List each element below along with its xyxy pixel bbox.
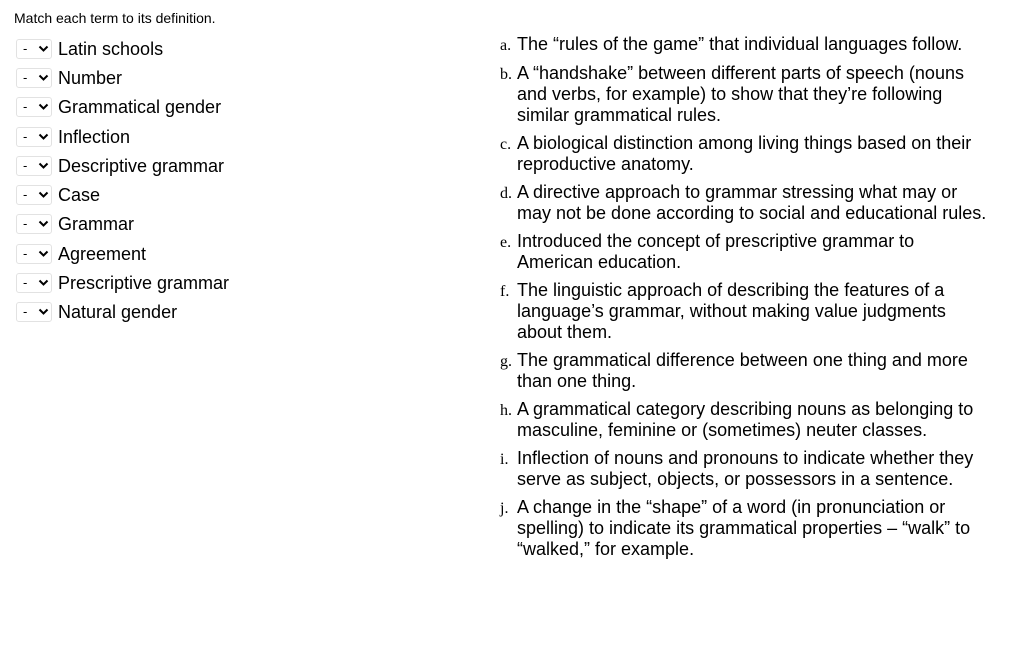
definition-text: The grammatical difference between one thing and more than one thing.	[517, 350, 968, 391]
select-value: -	[23, 216, 28, 232]
definition-letter: c.	[500, 136, 512, 153]
definition-letter: i.	[500, 451, 509, 468]
select-value: -	[23, 275, 28, 291]
chevron-down-icon	[38, 250, 49, 258]
answer-select[interactable]	[16, 302, 52, 322]
term-label: Latin schools	[58, 38, 164, 59]
select-value: -	[23, 187, 28, 203]
definition-list	[500, 34, 990, 567]
term-list	[16, 34, 456, 327]
term-label: Prescriptive grammar	[58, 273, 230, 294]
select-value: -	[23, 157, 28, 173]
chevron-down-icon	[38, 162, 49, 170]
definition-item	[500, 63, 990, 126]
term-row	[16, 151, 456, 180]
term-row	[16, 268, 456, 297]
term-label: Natural gender	[58, 302, 178, 323]
chevron-down-icon	[38, 133, 49, 141]
definition-item	[500, 34, 990, 56]
definition-letter: a.	[500, 37, 512, 54]
term-row	[16, 93, 456, 122]
definition-letter: j.	[500, 500, 509, 517]
term-label: Case	[58, 185, 101, 206]
definition-letter: h.	[500, 402, 512, 419]
chevron-down-icon	[38, 74, 49, 82]
select-value: -	[23, 128, 28, 144]
term-row	[16, 180, 456, 209]
definition-letter: e.	[500, 234, 512, 251]
chevron-down-icon	[38, 103, 49, 111]
answer-select[interactable]	[16, 273, 52, 293]
term-row	[16, 122, 456, 151]
term-label: Grammatical gender	[58, 97, 222, 118]
definition-item	[500, 350, 990, 392]
answer-select[interactable]	[16, 244, 52, 264]
definition-text: A grammatical category describing nouns as belonging to masculine, feminine or (sometimes) neuter classes.	[517, 399, 974, 440]
instruction-text: Match each term to its definition.	[14, 10, 216, 26]
definition-text: Introduced the concept of prescriptive grammar to American education.	[517, 231, 915, 272]
definition-letter: f.	[500, 283, 510, 300]
select-value: -	[23, 99, 28, 115]
definition-item	[500, 133, 990, 175]
term-label: Agreement	[58, 243, 147, 264]
answer-select[interactable]	[16, 68, 52, 88]
definition-text: A “handshake” between different parts of speech (nouns and verbs, for example) to show that they’re following similar grammatical rules.	[517, 63, 964, 125]
select-value: -	[23, 304, 28, 320]
answer-select[interactable]	[16, 127, 52, 147]
definition-text: Inflection of nouns and pronouns to indicate whether they serve as subject, objects, or possessors in a sentence.	[517, 448, 974, 489]
definition-text: A directive approach to grammar stressing what may or may not be done according to social and educational rules.	[517, 182, 987, 223]
chevron-down-icon	[38, 220, 49, 228]
term-label: Number	[58, 67, 123, 88]
answer-select[interactable]	[16, 97, 52, 117]
select-value: -	[23, 40, 28, 56]
term-row	[16, 298, 456, 327]
select-value: -	[23, 69, 28, 85]
chevron-down-icon	[38, 191, 49, 199]
term-label: Grammar	[58, 214, 134, 235]
term-row	[16, 63, 456, 92]
answer-select[interactable]	[16, 156, 52, 176]
term-label: Descriptive grammar	[58, 155, 225, 176]
chevron-down-icon	[38, 279, 49, 287]
answer-select[interactable]	[16, 185, 52, 205]
definition-text: A change in the “shape” of a word (in pronunciation or spelling) to indicate its grammatical properties – “walk” to “walked,” for example.	[517, 497, 971, 559]
term-row	[16, 210, 456, 239]
chevron-down-icon	[38, 45, 49, 53]
definition-item	[500, 497, 990, 560]
definition-item	[500, 448, 990, 490]
definition-letter: d.	[500, 185, 512, 202]
definition-item	[500, 182, 990, 224]
definition-item	[500, 399, 990, 441]
definition-letter: g.	[500, 353, 512, 370]
term-row	[16, 239, 456, 268]
term-label: Inflection	[58, 126, 131, 147]
definition-item	[500, 231, 990, 273]
select-value: -	[23, 245, 28, 261]
answer-select[interactable]	[16, 214, 52, 234]
definition-item	[500, 280, 990, 343]
definition-letter: b.	[500, 66, 512, 83]
definition-text: The linguistic approach of describing the features of a language’s grammar, without making value judgments about them.	[517, 280, 946, 342]
answer-select[interactable]	[16, 39, 52, 59]
term-row	[16, 34, 456, 63]
definition-text: The “rules of the game” that individual languages follow.	[517, 34, 963, 54]
definition-text: A biological distinction among living things based on their reproductive anatomy.	[517, 133, 972, 174]
chevron-down-icon	[38, 308, 49, 316]
